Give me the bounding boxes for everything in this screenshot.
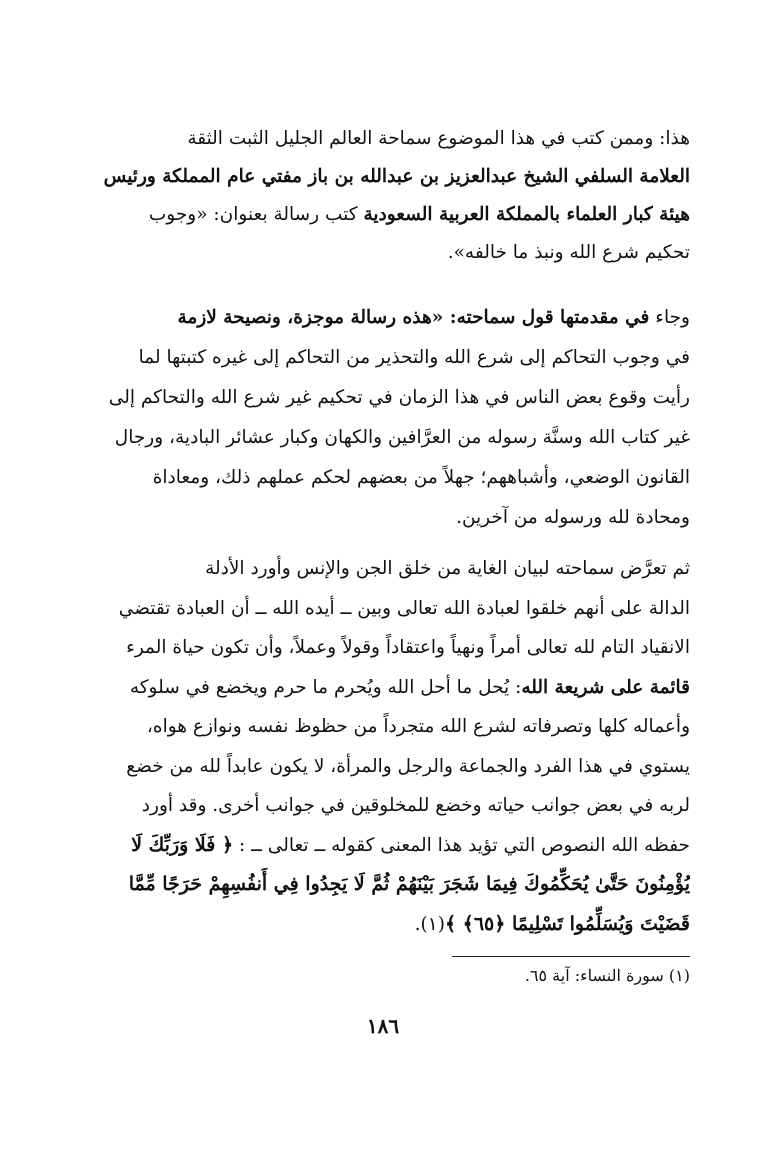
text-line: الدالة على أنهم خلقوا لعبادة الله تعالى وبين ــ أيده الله ــ أن العبادة تقتضي bbox=[118, 597, 690, 619]
text-line: لربه في بعض جوانب حياته وخضع للمخلوقين في جوانب أخرى. وقد أورد bbox=[141, 795, 690, 816]
text-line: القانون الوضعي، وأشباههم؛ جهلاً من بعضهم لحكم عملهم ذلك، ومعاداة bbox=[152, 467, 690, 488]
paragraph-3 bbox=[76, 549, 690, 944]
paragraph-1 bbox=[76, 120, 690, 272]
text-fragment: : يُحل ما أحل الله ويُحرم ما حرم ويخضع في سلوكه bbox=[129, 676, 522, 698]
text-line: الانقياد التام لله تعالى أمراً ونهياً واعتقاداً وقولاً وعملاً، وأن تكون حياة المرء bbox=[126, 637, 690, 658]
quran-verse-line: يُؤْمِنُونَ حَتَّىٰ يُحَكِّمُوكَ فِيمَا شَجَرَ بَيْنَهُمْ ثُمَّ لَا يَجِدُوا فِي أَنفُسِهِمْ حَرَجًا مِّمَّا bbox=[128, 873, 690, 895]
quran-verse: ﴿ فَلَا وَرَبِّكَ لَا bbox=[131, 833, 234, 856]
text-line bbox=[76, 668, 690, 708]
text-fragment: وجاء bbox=[649, 307, 690, 328]
text-line: وأعماله كلها وتصرفاته لشرع الله متجرداً من حظوظ نفسه ونوازع هواه، bbox=[146, 716, 690, 737]
footnote: (١) سورة النساء: آية ٦٥. bbox=[524, 966, 690, 985]
text-line bbox=[76, 905, 690, 945]
text-line: ثم تعرَّض سماحته لبيان الغاية من خلق الجن والإنس وأورد الأدلة bbox=[205, 558, 690, 579]
bold-phrase: قائمة على شريعة الله bbox=[521, 676, 690, 698]
text-line: في وجوب التحاكم إلى شرع الله والتحذير من التحاكم إلى غيره كتبتها لما bbox=[138, 347, 690, 368]
footnote-divider bbox=[452, 956, 690, 957]
bold-phrase: هيئة كبار العلماء بالمملكة العربية السعودية bbox=[363, 204, 690, 225]
footnote-reference: (١). bbox=[414, 913, 445, 935]
text-line bbox=[76, 196, 690, 234]
text-fragment: : «هذه رسالة موجزة، ونصيحة لازمة bbox=[177, 307, 457, 328]
text-line: رأيت وقوع بعض الناس في هذا الزمان في تحكيم غير شرع الله والتحاكم إلى bbox=[108, 387, 690, 408]
text-line bbox=[76, 298, 690, 338]
quran-verse: قَضَيْتَ وَيُسَلِّمُوا تَسْلِيمًا ﴿٦٥﴾ ﴾ bbox=[444, 912, 690, 935]
bold-phrase: في مقدمتها قول سماحته bbox=[456, 307, 650, 328]
text-fragment: كتب رسالة بعنوان: «وجوب bbox=[148, 204, 364, 225]
text-line: ومحادة لله ورسوله من آخرين. bbox=[456, 507, 690, 528]
page-number: ١٨٦ bbox=[366, 1014, 400, 1038]
paragraph-2 bbox=[76, 298, 690, 538]
text-line: تحكيم شرع الله ونبذ ما خالفه». bbox=[447, 242, 690, 263]
text-line: يستوي في هذا الفرد والجماعة والرجل والمرأة، لا يكون عابداً لله من خضع bbox=[126, 755, 690, 777]
text-line bbox=[76, 826, 690, 866]
text-fragment: حفظه الله النصوص التي تؤيد هذا المعنى كقوله ــ تعالى ــ : bbox=[233, 834, 690, 856]
text-line: غير كتاب الله وسنَّة رسوله من العرَّافين والكهان وكبار عشائر البادية، ورجال bbox=[114, 427, 690, 448]
text-line: العلامة السلفي الشيخ عبدالعزيز بن عبدالله بن باز مفتي عام المملكة ورئيس bbox=[103, 166, 690, 187]
text-line: هذا: وممن كتب في هذا الموضوع سماحة العالم الجليل الثبت الثقة bbox=[187, 128, 690, 149]
